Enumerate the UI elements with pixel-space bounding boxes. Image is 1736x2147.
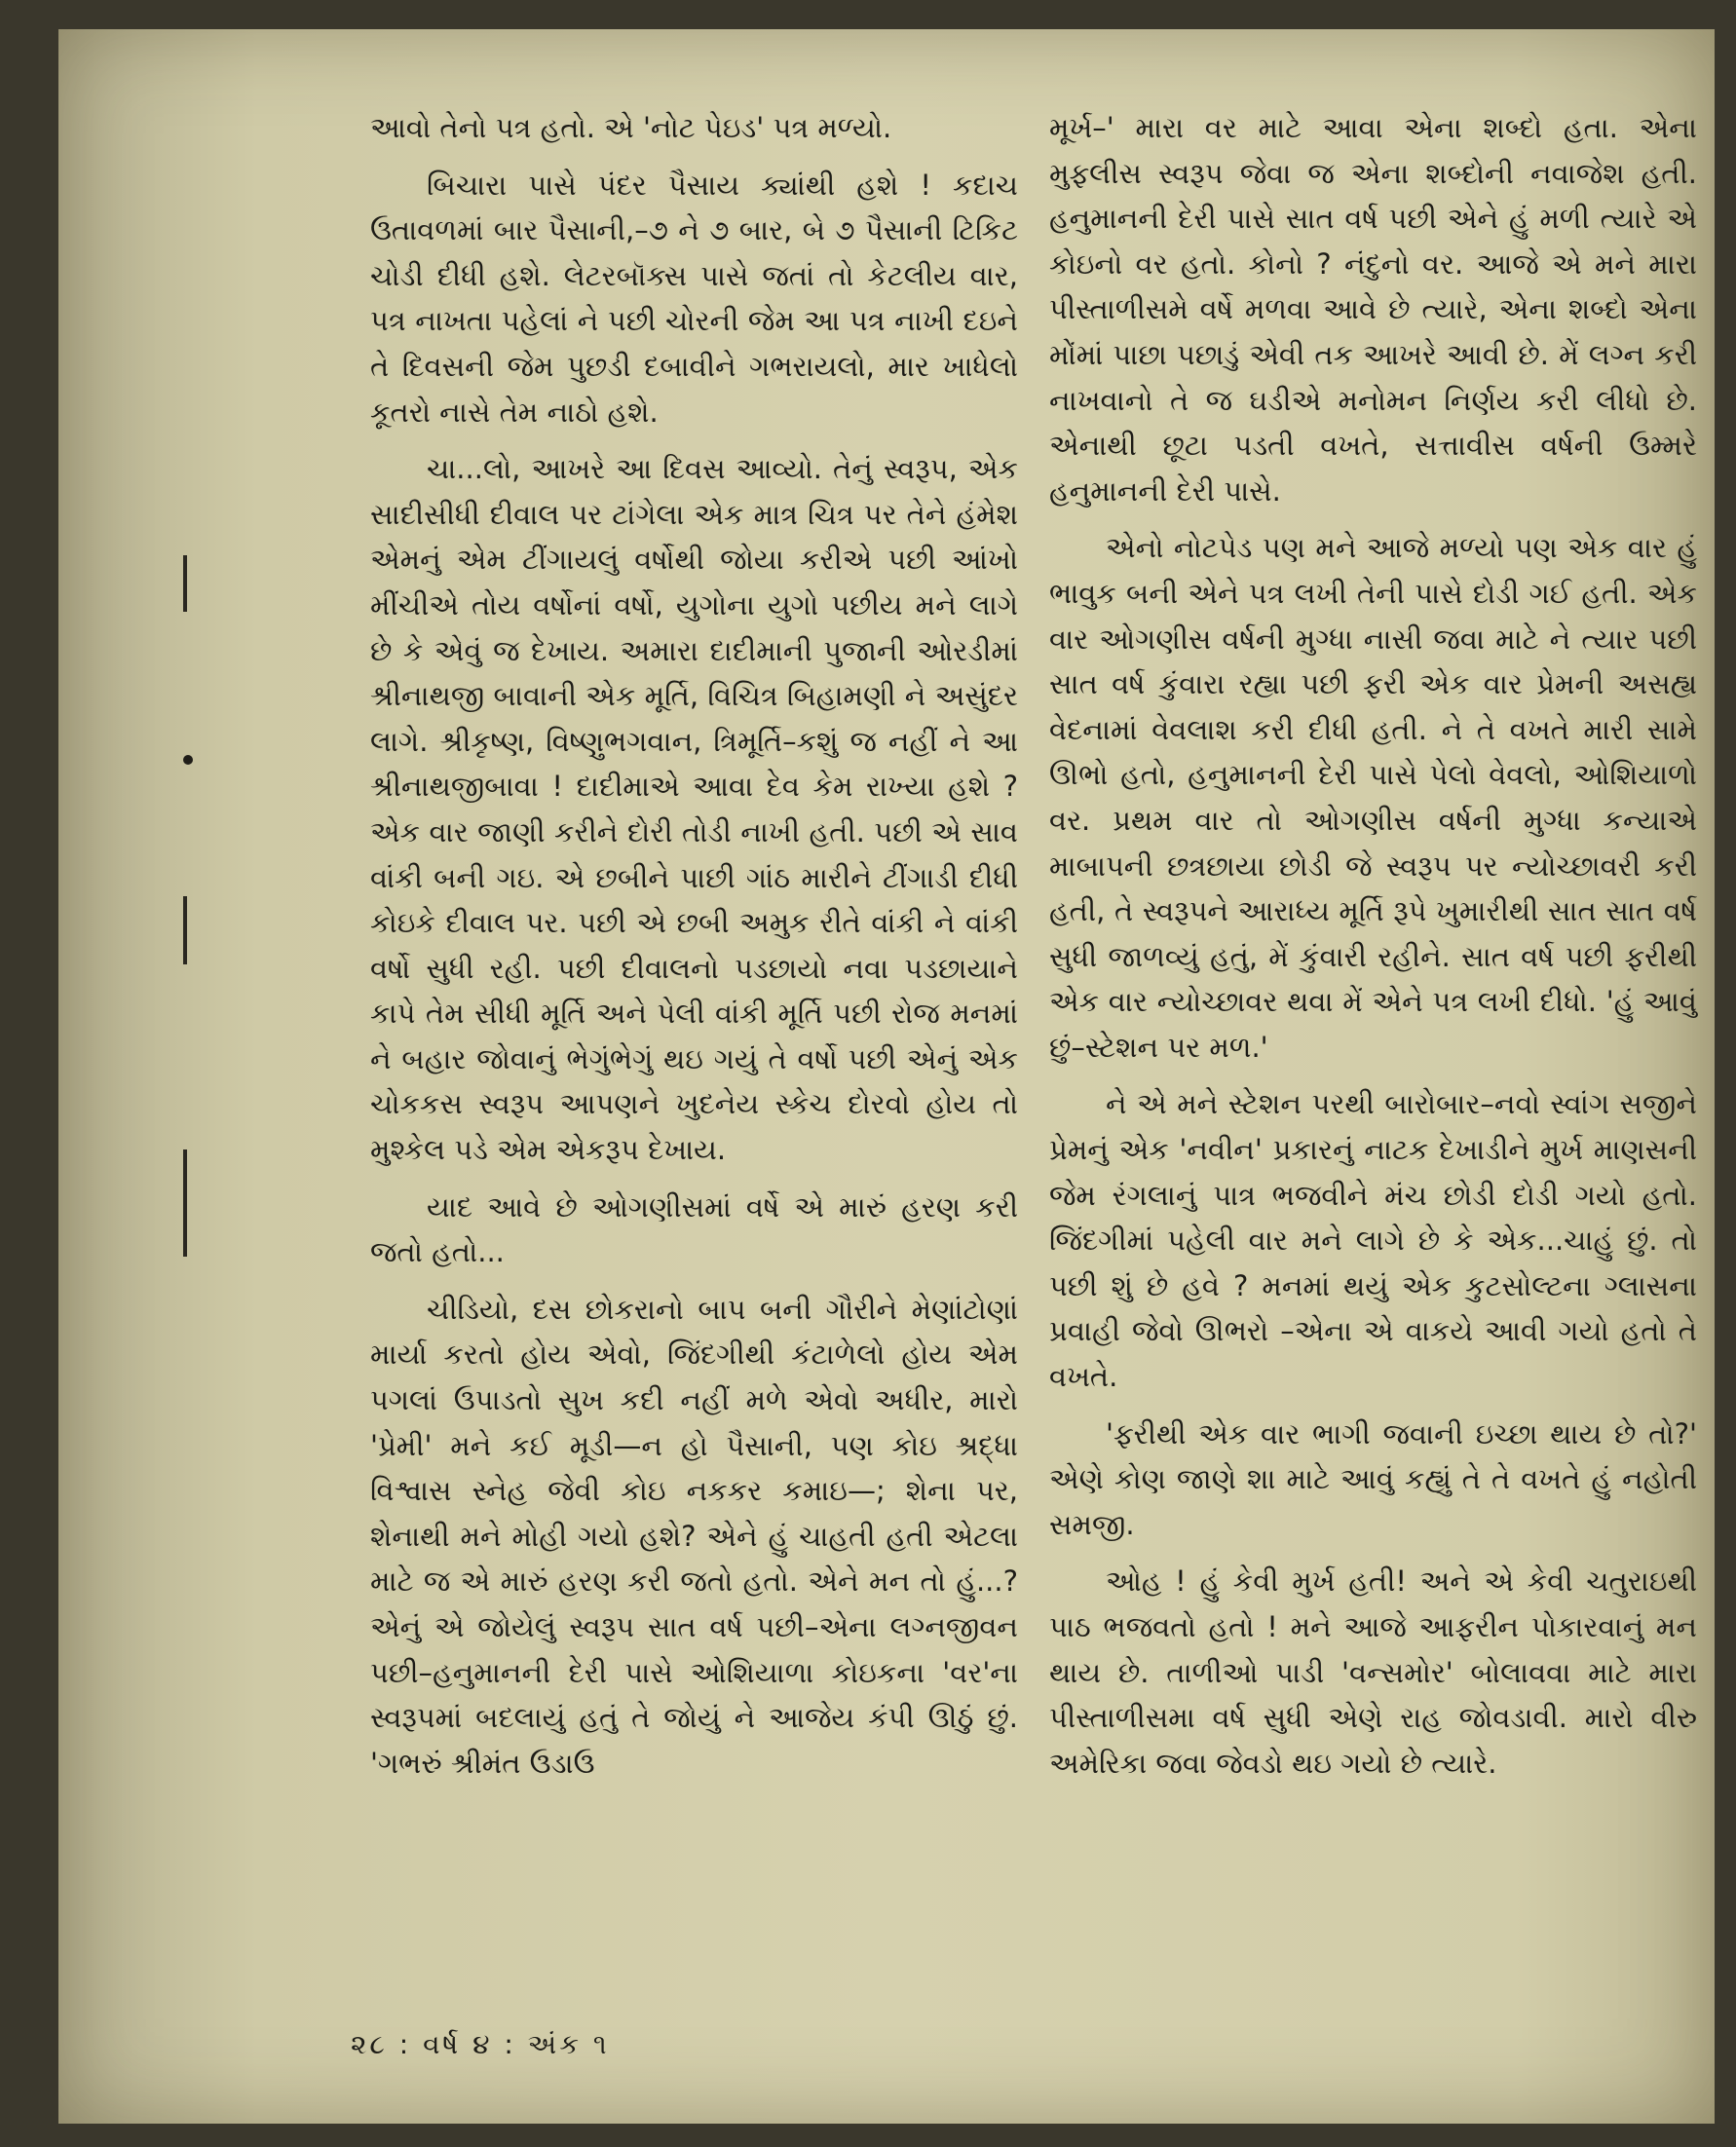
magazine-page [58,29,1715,2124]
paragraph: ચા...લો, આખરે આ દિવસ આવ્યો. તેનું સ્વરૂપ, એક સાદીસીધી દીવાલ પર ટાંગેલા એક માત્ર ચિત્ર પર તેને હંમેશ એમનું એમ ટીંગાયલું વર્ષોથી જોયા કરીએ પછી આંખો મીંચીએ તોય વર્ષોનાં વર્ષો, યુગોના યુગો પછીય મને લાગે છે કે એવું જ દેખાય. અમારા દાદીમાની પુજાની ઓરડીમાં શ્રીનાથજી બાવાની એક મૂર્તિ, વિચિત્ર બિહામણી ને અસુંદર લાગે. શ્રીકૃષ્ણ, વિષ્ણુભગવાન, ત્રિમૂર્તિ–કશું જ નહીં ને આ શ્રીનાથજીબાવા ! દાદીમાએ આવા દેવ કેમ રાખ્યા હશે ? એક વાર જાણી કરીને દોરી તોડી નાખી હતી. પછી એ સાવ વાંકી બની ગઇ. એ છબીને પાછી ગાંઠ મારીને ટીંગાડી દીધી કોઇકે દીવાલ પર. પછી એ છબી અમુક રીતે વાંકી ને વાંકી વર્ષો સુધી રહી. પછી દીવાલનો પડછાયો નવા પડછાયાને કાપે તેમ સીધી મૂર્તિ અને પેલી વાંકી મૂર્તિ પછી રોજ મનમાં ને બહાર જોવાનું ભેગુંભેગું થઇ ગયું તે વર્ષો પછી એનું એક ચોકકસ સ્વરૂપ આપણને ખુદનેય સ્કેચ દોરવો હોય તો મુશ્કેલ પડે એમ એકરૂપ દેખાય. [370,452,1018,1167]
paragraph: યાદ આવે છે ઓગણીસમાં વર્ષે એ મારું હરણ કરી જતો હતો... [370,1189,1018,1269]
paragraph: મૂર્ખ–' મારા વર માટે આવા એના શબ્દો હતા. એના મુફલીસ સ્વરૂપ જેવા જ એના શબ્દોની નવાજેશ હતી. હનુમાનની દેરી પાસે સાત વર્ષ પછી એને હું મળી ત્યારે એ કોઇનો વર હતો. કોનો ? નંદુનો વર. આજે એ મને મારા પીસ્તાળીસમે વર્ષે મળવા આવે છે ત્યારે, એના શબ્દો એના મોંમાં પાછા પછાડું એવી તક આખરે આવી છે. મેં લગ્ન કરી નાખવાનો તે જ ઘડીએ મનોમન નિર્ણય કરી લીધો છે. એનાથી છૂટા પડતી વખતે, સત્તાવીસ વર્ષની ઉમ્મરે હનુમાનની દેરી પાસે. [1049,111,1697,508]
paragraph: એનો નોટપેડ પણ મને આજે મળ્યો પણ એક વાર હું ભાવુક બની એને પત્ર લખી તેની પાસે દોડી ગઈ હતી. એક વાર ઓગણીસ વર્ષની મુગ્ધા નાસી જવા માટે ને ત્યાર પછી સાત વર્ષ કુંવારા રહ્યા પછી ફરી એક વાર પ્રેમની અસહ્ય વેદનામાં વેવલાશ કરી દીધી હતી. ને તે વખતે મારી સામે ઊભો હતો, હનુમાનની દેરી પાસે પેલો વેવલો, ઓશિયાળો વર. પ્રથમ વાર તો ઓગણીસ વર્ષની મુગ્ધા કન્યાએ માબાપની છત્રછાયા છોડી જે સ્વરૂપ પર ન્યોચ્છાવરી કરી હતી, તે સ્વરૂપને આરાધ્ય મૂર્તિ રૂપે ખુમારીથી સાત સાત વર્ષ સુધી જાળવ્યું હતું, મેં કુંવારી રહીને. સાત વર્ષ પછી ફરીથી એક વાર ન્યોચ્છાવર થવા મેં એને પત્ર લખી દીધો. 'હું આવું છું–સ્ટેશન પર મળ.' [1049,531,1697,1064]
gutter-mark [183,555,187,612]
right-text-column [1049,105,1697,1797]
left-text-column [370,105,1018,1797]
paragraph: ને એ મને સ્ટેશન પરથી બારોબાર–નવો સ્વાંગ સજીને પ્રેમનું એક 'નવીન' પ્રકારનું નાટક દેખાડીને મુર્ખ માણસની જેમ રંગલાનું પાત્ર ભજવીને મંચ છોડી દોડી ગયો હતો. જિંદગીમાં પહેલી વાર મને લાગે છે કે એક...ચાહું છું. તો પછી શું છે હવે ? મનમાં થયું એક કુટસોલ્ટના ગ્લાસના પ્રવાહી જેવો ઊભરો –એના એ વાકયે આવી ગયો હતો તે વખતે. [1049,1087,1697,1394]
ink-dot [183,755,193,765]
paragraph: બિચારા પાસે પંદર પૈસાય ક્યાંથી હશે ! કદાચ ઉતાવળમાં બાર પૈસાની,–૭ ને ૭ બાર, બે ૭ પૈસાની ટિકિટ ચોડી દીધી હશે. લેટરબૉક્સ પાસે જતાં તો કેટલીય વાર, પત્ર નાખતા પહેલાં ને પછી ચોરની જેમ આ પત્ર નાખી દઇને તે દિવસની જેમ પુછડી દબાવીને ગભરાયલો, માર ખાધેલો કૂતરો નાસે તેમ નાઠો હશે. [370,168,1018,429]
gutter-mark [183,1149,187,1257]
paragraph: ઓહ ! હું કેવી મુર્ખ હતી! અને એ કેવી ચતુરાઇથી પાઠ ભજવતો હતો ! મને આજે આફરીન પોકારવાનું મન થાય છે. તાળીઓ પાડી 'વન્સમોર' બોલાવવા માટે મારા પીસ્તાળીસમા વર્ષ સુધી એણે રાહ જોવડાવી. મારો વીરુ અમેરિકા જવા જેવડો થઇ ગયો છે ત્યારે. [1049,1564,1698,1780]
gutter-mark [183,896,187,964]
paragraph: આવો તેનો પત્ર હતો. એ 'નોટ પેઇડ' પત્ર મળ્યો. [370,111,892,144]
page-folio: ૨૮ : વર્ષ ૪ : અંક ૧ [351,2028,610,2060]
paragraph: ચીડિયો, દસ છોકરાનો બાપ બની ગૌરીને મેણાંટોણાં માર્યા કરતો હોય એવો, જિંદગીથી કંટાળેલો હોય એમ પગલાં ઉપાડતો સુખ કદી નહીં મળે એવો અધીર, મારો 'પ્રેમી' મને કઈ મૂડી—ન હો પૈસાની, પણ કોઇ શ્રદ્ધા વિશ્વાસ સ્નેહ જેવી કોઇ નકકર કમાઇ—; શેના પર, શેનાથી મને મોહી ગયો હશે? એને હું ચાહતી હતી એટલા માટે જ એ મારું હરણ કરી જતો હતો. એને મન તો હું...? એનું એ જોયેલું સ્વરૂપ સાત વર્ષ પછી–એના લગ્નજીવન પછી–હનુમાનની દેરી પાસે ઓશિયાળા કોઇકના 'વર'ના સ્વરૂપમાં બદલાયું હતું તે જોયું ને આજેય કંપી ઊઠું છું. 'ગભરું શ્રીમંત ઉડાઉ [370,1292,1018,1780]
paragraph: 'ફરીથી એક વાર ભાગી જવાની ઇચ્છા થાય છે તો?' એણે કોણ જાણે શા માટે આવું કહ્યું તે તે વખતે હું નહોતી સમજી. [1049,1416,1697,1541]
